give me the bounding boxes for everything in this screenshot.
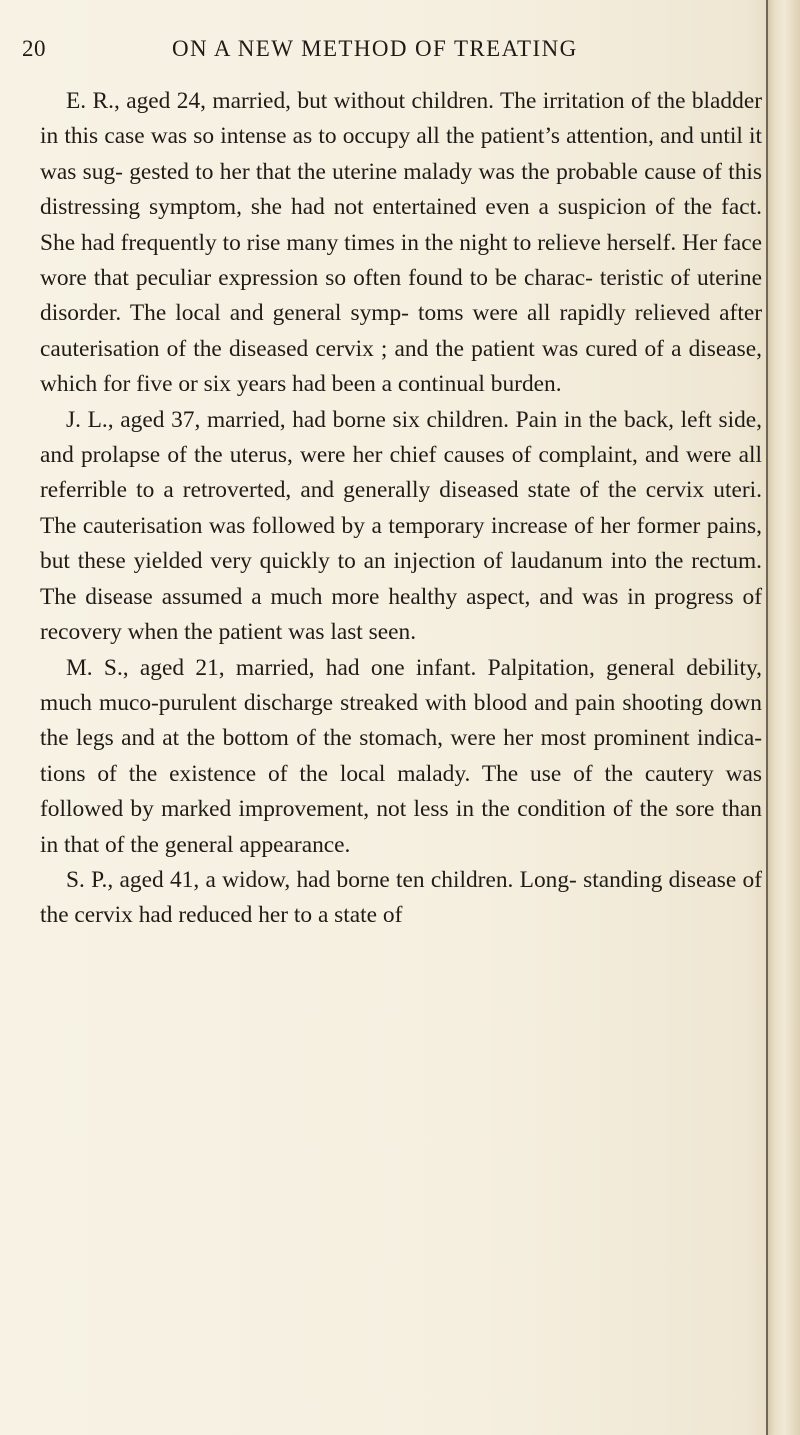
page-gutter [766,0,800,1435]
gutter-fold-line [766,0,768,1435]
case-paragraph-sp: S. P., aged 41, a widow, had borne ten children. Long- standing disease of the cervix had reduced her to a state of [40,866,762,929]
running-head: ON A NEW METHOD OF TREATING [172,36,578,61]
body-text [40,84,762,934]
case-paragraph-er: E. R., aged 24, married, but without children. The irritation of the bladder in this case was so intense as to occupy all the patient’s attention, and until it was sug- gested to her that the uterine malady was the probable cause of this distressing symptom, she had not entertained even a suspicion of the fact. She had frequently to rise many times in the night to relieve herself. Her face wore that peculiar expression so often found to be charac- teristic of uterine disorder. The local and general symp- toms were all rapidly relieved after cauterisation of the diseased cervix ; and the patient was cured of a disease, which for five or six years had been a continual burden. [40,88,762,398]
case-paragraph-jl: J. L., aged 37, married, had borne six children. Pain in the back, left side, and prolapse of the uterus, were her chief causes of complaint, and were all referrible to a retroverted, and generally diseased state of the cervix uteri. The cauterisation was followed by a temporary increase of her former pains, but these yielded very quickly to an injection of laudanum into the rectum. The disease assumed a much more healthy aspect, and was in progress of recovery when the patient was last seen. [40,406,762,646]
page-header [22,36,762,70]
case-paragraph-ms: M. S., aged 21, married, had one infant. Palpitation, general debility, much muco-purulent discharge streaked with blood and pain shooting down the legs and at the bottom of the stomach, were her most prominent indica- tions of the existence of the local malady. The use of the cautery was followed by marked improvement, not less in the condition of the sore than in that of the general appearance. [40,654,762,858]
page-number: 20 [22,36,46,61]
